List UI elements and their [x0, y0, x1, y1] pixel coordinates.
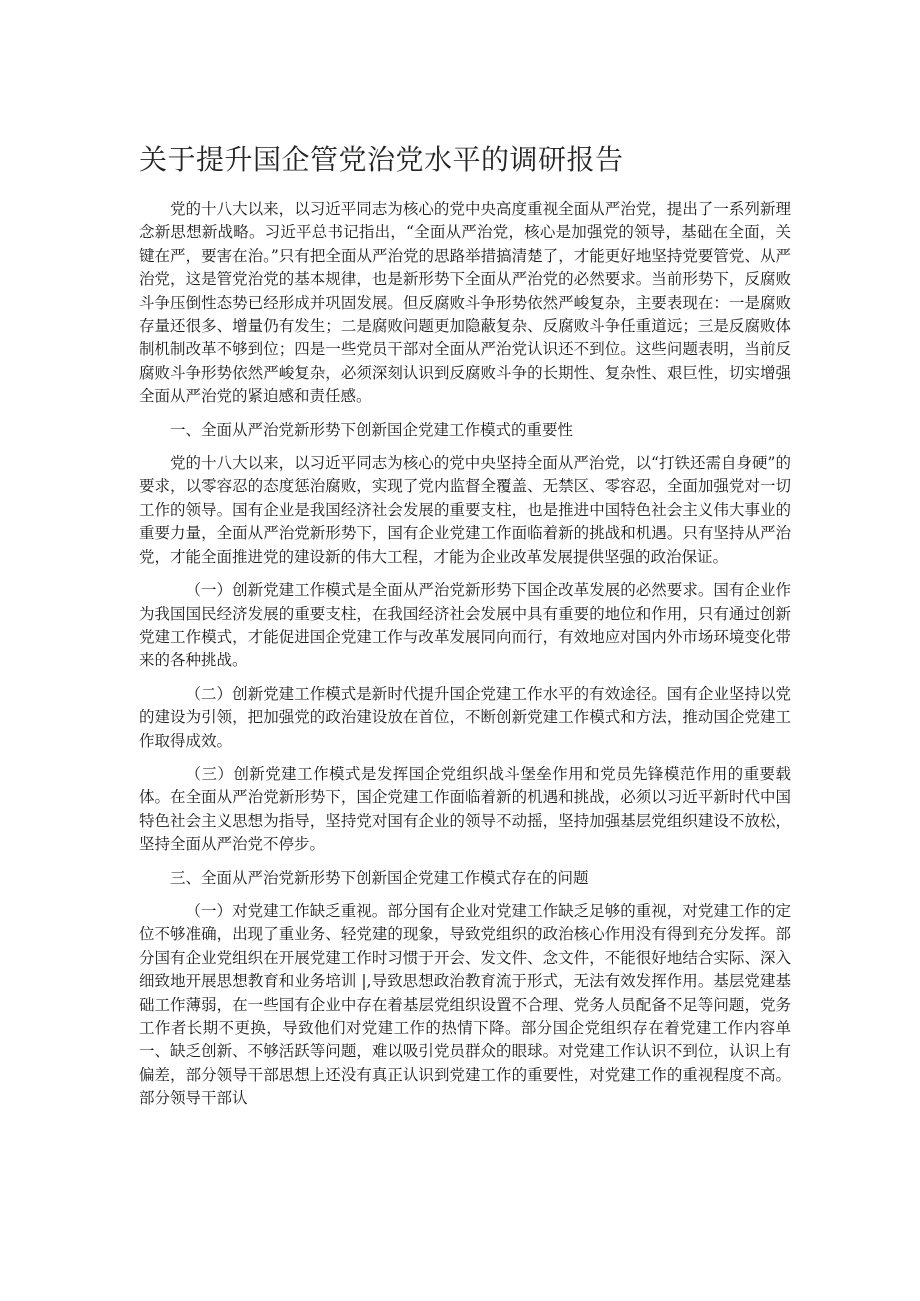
section-1-subpoint-1: （一）创新党建工作模式是全面从严治党新形势下国企改革发展的必然要求。国有企业作为我国国民经济发展的重要支柱，在我国经济社会发展中具有重要的地位和作用，只有通过创新党建工作模式，才能促进国企党建工作与改革发展同向而行，有效地应对国内外市场环境变化带来的各种挑战。	[139, 581, 791, 670]
section-1-subpoint-2: （二）创新党建工作模式是新时代提升国企党建工作水平的有效途径。国有企业坚持以党的建设为引领，把加强党的政治建设放在首位，不断创新党建工作模式和方法，推动国企党建工作取得成效。	[139, 684, 791, 750]
section-1-subpoint-3: （三）创新党建工作模式是发挥国企党组织战斗堡垒作用和党员先锋模范作用的重要载体。在全面从严治党新形势下，国企党建工作面临着新的机遇和挑战，必须以习近平新时代中国特色社会主义思想为指导，坚持党对国有企业的领导不动摇，坚持加强基层党组织建设不放松，坚持全面从严治党不停步。	[139, 764, 791, 854]
document-title: 关于提升国企管党治党水平的调研报告	[139, 143, 624, 176]
section-1-paragraph: 党的十八大以来，以习近平同志为核心的党中央坚持全面从严治党，以“打铁还需自身硬”的要求，以零容忍的态度惩治腐败，实现了党内监督全覆盖、无禁区、零容忍，全面加强党对一切工作的领导。国有企业是我国经济社会发展的重要支柱，也是推进中国特色社会主义伟大事业的重要力量，全面从严治党新形势下，国有企业党建工作面临着新的挑战和机遇。只有坚持从严治党，才能全面推进党的建设新的伟大工程，才能为企业改革发展提供坚强的政治保证。	[139, 454, 791, 566]
section-3-subpoint-1: （一）对党建工作缺乏重视。部分国有企业对党建工作缺乏足够的重视，对党建工作的定位不够准确，出现了重业务、轻党建的现象，导致党组织的政治核心作用没有得到充分发挥。部分国有企业党组织在开展党建工作时习惯于开会、发文件、念文件，不能很好地结合实际、深入细致地开展思想教育和业务培训 |,导致思想政治教育流于形式，无法有效发挥作用。基层党建基础工作薄弱，在一些国有企业中存在着基层党组织设置不合理、党务人员配备不足等问题，党务工作者长期不更换，导致他们对党建工作的热情下降。部分国企党组织存在着党建工作内容单一、缺乏创新、不够活跃等问题，难以吸引党员群众的眼球。对党建工作认识不到位，认识上有偏差，部分领导干部思想上还没有真正认识到党建工作的重要性，对党建工作的重视程度不高。部分领导干部认	[139, 901, 791, 1108]
section-1-heading: 一、全面从严治党新形势下创新国企党建工作模式的重要性	[170, 420, 574, 439]
document-page	[139, 140, 791, 1121]
section-3-heading: 三、全面从严治党新形势下创新国企党建工作模式存在的问题	[170, 868, 589, 887]
intro-paragraph: 党的十八大以来，以习近平同志为核心的党中央高度重视全面从严治党，提出了一系列新理念新思想新战略。习近平总书记指出，“全面从严治党，核心是加强党的领导，基础在全面，关键在严，要害在治。”只有把全面从严治党的思路举措搞清楚了，才能更好地坚持党要管党、从严治党，这是管党治党的基本规律，也是新形势下全面从严治党的必然要求。当前形势下，反腐败斗争压倒性态势已经形成并巩固发展。但反腐败斗争形势依然严峻复杂，主要表现在：一是腐败存量还很多、增量仍有发生；二是腐败问题更加隐蔽复杂、反腐败斗争任重道远；三是反腐败体制机制改革不够到位；四是一些党员干部对全面从严治党认识还不到位。这些问题表明，当前反腐败斗争形势依然严峻复杂，必须深刻认识到反腐败斗争的长期性、复杂性、艰巨性，切实增强全面从严治党的紧迫感和责任感。	[139, 200, 791, 406]
